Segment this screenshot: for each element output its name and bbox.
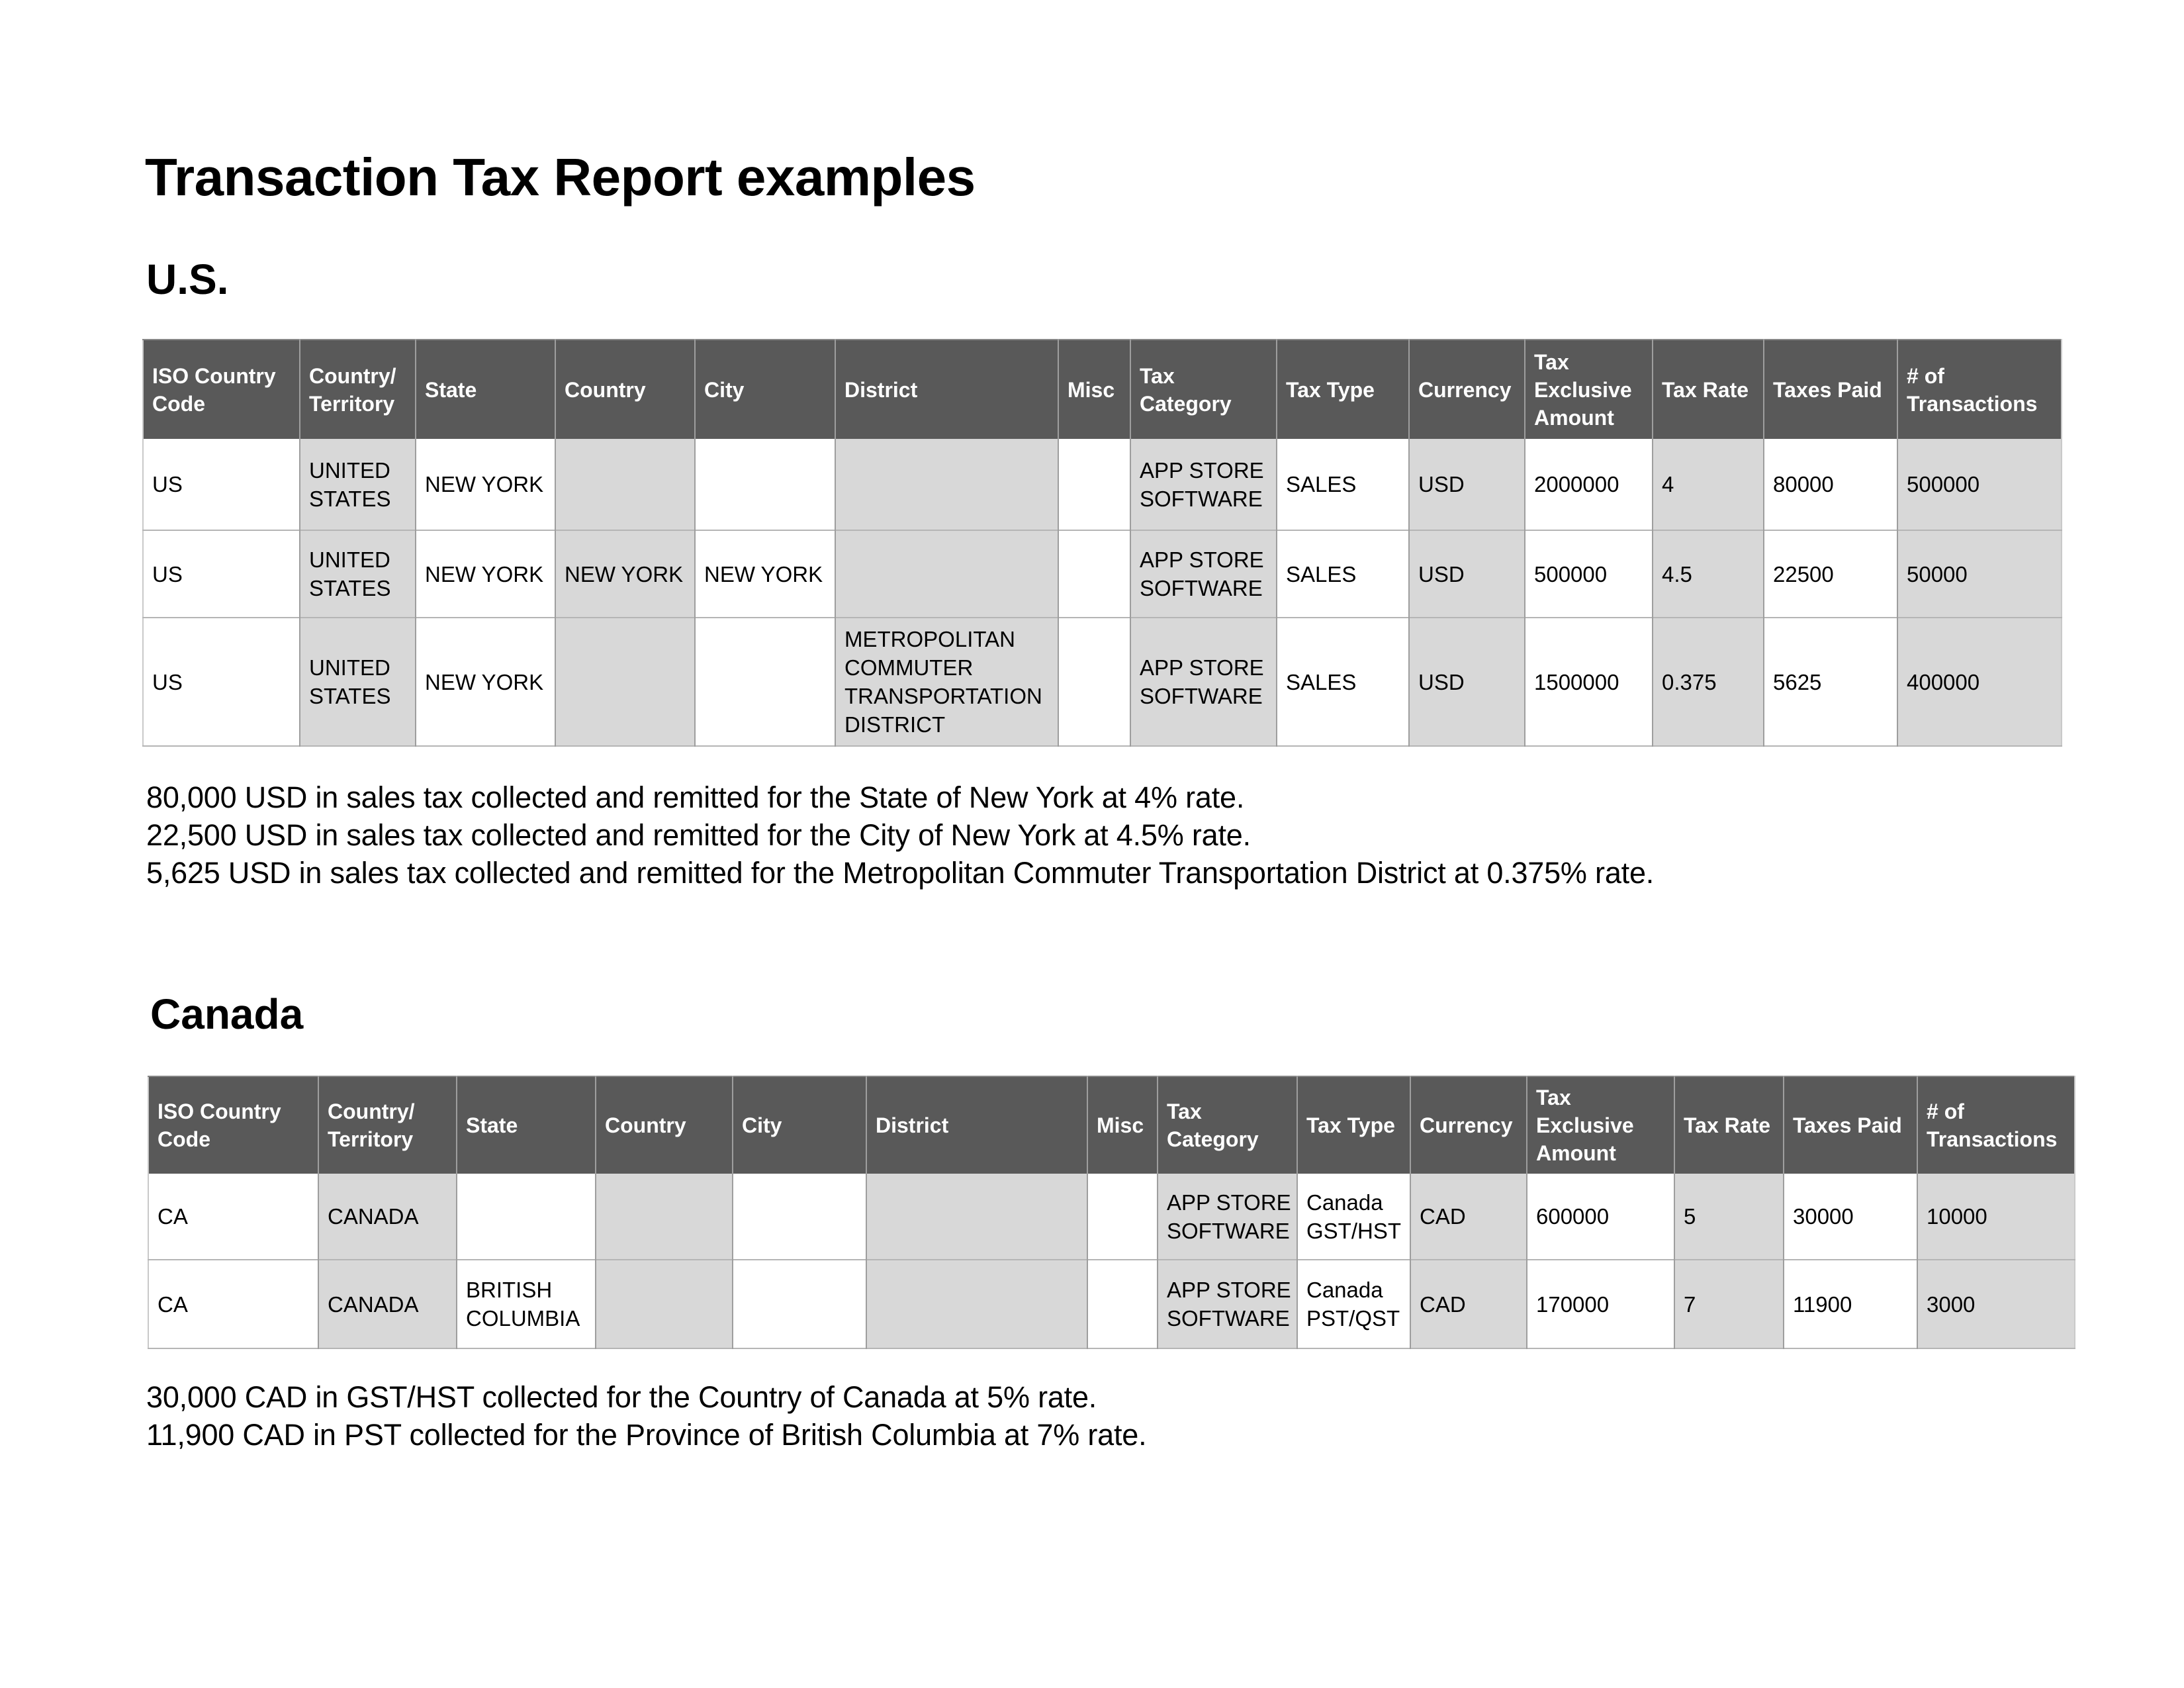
column-header: Taxes Paid <box>1784 1076 1917 1174</box>
table-cell: CANADA <box>318 1260 457 1348</box>
column-header: Tax Type <box>1277 340 1409 439</box>
table-cell <box>1058 530 1130 618</box>
note-line: 80,000 USD in sales tax collected and remitted for the State of New York at 4% rate. <box>146 780 1245 814</box>
table-cell <box>1058 439 1130 530</box>
table-cell: METROPOLITAN COMMUTER TRANSPORTATION DISTRICT <box>835 618 1058 746</box>
table-cell: SALES <box>1277 618 1409 746</box>
table-cell: 400000 <box>1897 618 2062 746</box>
column-header: Country <box>555 340 695 439</box>
note-line: 30,000 CAD in GST/HST collected for the Country of Canada at 5% rate. <box>146 1380 1097 1414</box>
table-row <box>148 1260 2075 1348</box>
column-header: Country <box>596 1076 733 1174</box>
column-header: Tax Exclusive Amount <box>1527 1076 1674 1174</box>
table-cell: APP STORE SOFTWARE <box>1130 618 1277 746</box>
table-cell: 500000 <box>1897 439 2062 530</box>
us-tax-table <box>142 339 2062 747</box>
column-header: District <box>866 1076 1087 1174</box>
us-notes <box>146 778 1654 892</box>
column-header: Tax Category <box>1130 340 1277 439</box>
table-cell: Canada GST/HST <box>1297 1174 1410 1260</box>
table-cell: UNITED STATES <box>300 618 416 746</box>
section-heading-canada: Canada <box>150 990 304 1038</box>
header-row <box>148 1076 2075 1174</box>
column-header: Taxes Paid <box>1764 340 1897 439</box>
table-cell: 5 <box>1674 1174 1784 1260</box>
table-cell: NEW YORK <box>416 618 555 746</box>
table-cell: 4 <box>1653 439 1764 530</box>
table-row <box>143 530 2062 618</box>
table-cell <box>555 618 695 746</box>
table-cell <box>695 618 835 746</box>
column-header: City <box>733 1076 866 1174</box>
table-cell <box>835 439 1058 530</box>
table-cell: 170000 <box>1527 1260 1674 1348</box>
canada-notes <box>146 1378 1146 1454</box>
column-header: Tax Type <box>1297 1076 1410 1174</box>
table-cell <box>695 439 835 530</box>
table-cell: NEW YORK <box>416 439 555 530</box>
table-cell: 500000 <box>1525 530 1653 618</box>
table-cell <box>835 530 1058 618</box>
column-header: ISO Country Code <box>143 340 300 439</box>
note-line: 5,625 USD in sales tax collected and remitted for the Metropolitan Commuter Transportation District at 0.375% rate. <box>146 856 1655 890</box>
column-header: Currency <box>1410 1076 1527 1174</box>
column-header: Tax Category <box>1158 1076 1297 1174</box>
table-cell: APP STORE SOFTWARE <box>1158 1260 1297 1348</box>
table-cell: USD <box>1409 618 1525 746</box>
table-cell: NEW YORK <box>416 530 555 618</box>
table-cell: US <box>143 618 300 746</box>
table-cell: USD <box>1409 530 1525 618</box>
section-heading-us: U.S. <box>146 256 229 303</box>
table-cell: 5625 <box>1764 618 1897 746</box>
table-cell: 30000 <box>1784 1174 1917 1260</box>
column-header: # of Transactions <box>1897 340 2062 439</box>
table-cell: CAD <box>1410 1260 1527 1348</box>
table-cell: 80000 <box>1764 439 1897 530</box>
column-header: Currency <box>1409 340 1525 439</box>
column-header: City <box>695 340 835 439</box>
us-tax-report-grid <box>142 339 2062 747</box>
table-cell: CA <box>148 1260 318 1348</box>
column-header: Country/ Territory <box>300 340 416 439</box>
table-cell: 7 <box>1674 1260 1784 1348</box>
table-cell: SALES <box>1277 530 1409 618</box>
table-cell: 3000 <box>1917 1260 2075 1348</box>
table-cell <box>866 1260 1087 1348</box>
page-title: Transaction Tax Report examples <box>145 148 976 207</box>
column-header: # of Transactions <box>1917 1076 2075 1174</box>
table-cell: US <box>143 439 300 530</box>
table-cell: USD <box>1409 439 1525 530</box>
table-cell: BRITISH COLUMBIA <box>457 1260 596 1348</box>
column-header: Country/ Territory <box>318 1076 457 1174</box>
column-header: State <box>416 340 555 439</box>
table-cell <box>596 1260 733 1348</box>
table-cell: APP STORE SOFTWARE <box>1130 530 1277 618</box>
note-line: 22,500 USD in sales tax collected and remitted for the City of New York at 4.5% rate. <box>146 818 1251 852</box>
table-cell: 2000000 <box>1525 439 1653 530</box>
table-cell: 600000 <box>1527 1174 1674 1260</box>
table-cell <box>733 1260 866 1348</box>
table-cell <box>1087 1260 1158 1348</box>
canada-tax-table <box>148 1076 2075 1349</box>
table-cell: NEW YORK <box>555 530 695 618</box>
column-header: ISO Country Code <box>148 1076 318 1174</box>
table-cell <box>596 1174 733 1260</box>
column-header: State <box>457 1076 596 1174</box>
table-cell: 4.5 <box>1653 530 1764 618</box>
table-cell: Canada PST/QST <box>1297 1260 1410 1348</box>
table-cell: CANADA <box>318 1174 457 1260</box>
table-cell <box>1058 618 1130 746</box>
note-line: 11,900 CAD in PST collected for the Province of British Columbia at 7% rate. <box>146 1418 1147 1452</box>
table-cell: CAD <box>1410 1174 1527 1260</box>
column-header: Misc <box>1058 340 1130 439</box>
column-header: Tax Rate <box>1653 340 1764 439</box>
table-cell <box>866 1174 1087 1260</box>
table-cell <box>733 1174 866 1260</box>
table-cell: US <box>143 530 300 618</box>
table-cell: APP STORE SOFTWARE <box>1130 439 1277 530</box>
table-cell: 50000 <box>1897 530 2062 618</box>
table-row <box>148 1174 2075 1260</box>
table-cell <box>1087 1174 1158 1260</box>
table-row <box>143 439 2062 530</box>
table-cell: UNITED STATES <box>300 439 416 530</box>
table-row <box>143 618 2062 746</box>
table-cell: NEW YORK <box>695 530 835 618</box>
column-header: Tax Exclusive Amount <box>1525 340 1653 439</box>
table-cell <box>457 1174 596 1260</box>
canada-tax-report-grid <box>148 1076 2075 1349</box>
table-cell: 0.375 <box>1653 618 1764 746</box>
column-header: Tax Rate <box>1674 1076 1784 1174</box>
column-header: Misc <box>1087 1076 1158 1174</box>
header-row <box>143 340 2062 439</box>
column-header: District <box>835 340 1058 439</box>
table-cell: CA <box>148 1174 318 1260</box>
table-cell: 1500000 <box>1525 618 1653 746</box>
table-cell: 22500 <box>1764 530 1897 618</box>
table-cell: APP STORE SOFTWARE <box>1158 1174 1297 1260</box>
table-cell: SALES <box>1277 439 1409 530</box>
table-cell <box>555 439 695 530</box>
table-cell: 11900 <box>1784 1260 1917 1348</box>
table-cell: 10000 <box>1917 1174 2075 1260</box>
table-cell: UNITED STATES <box>300 530 416 618</box>
